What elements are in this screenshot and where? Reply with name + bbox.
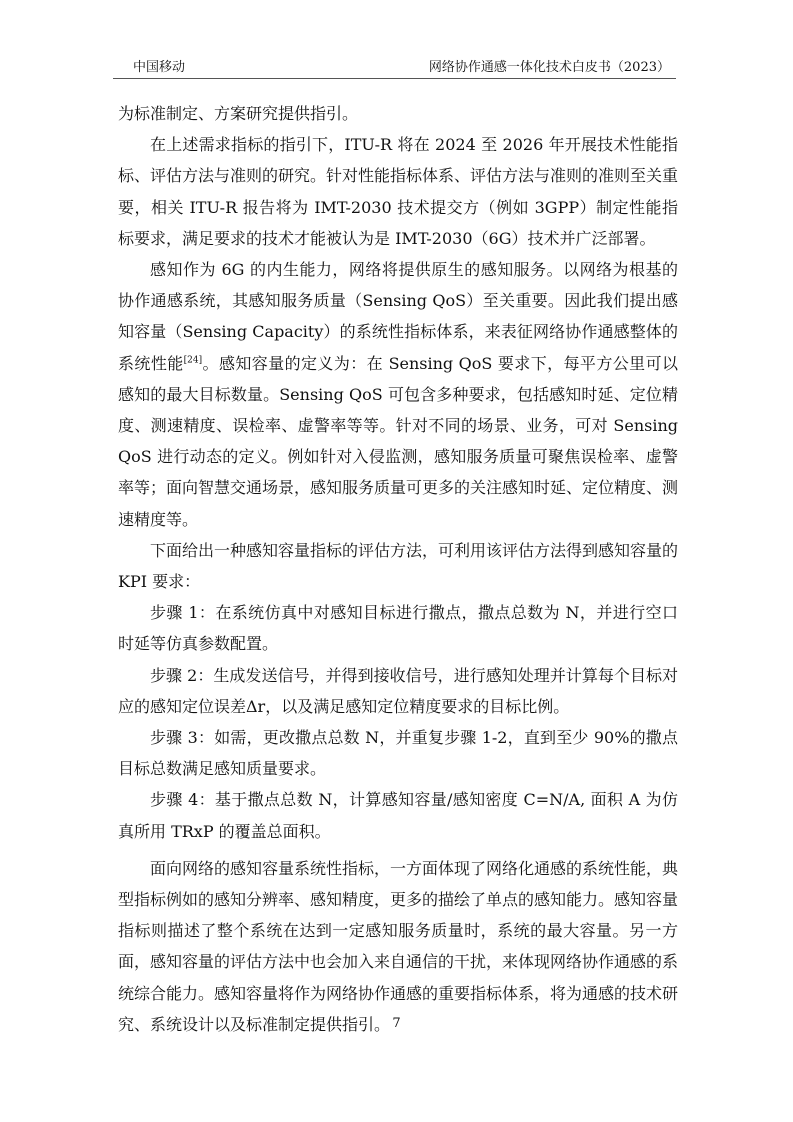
paragraph-itu: 在上述需求指标的指引下，ITU-R 将在 2024 至 2026 年开展技术性能指标、评估方法与准则的研究。针对性能指标体系、评估方法与准则的准则至关重要，相关 ITU-R 报告将为 IMT-2030 技术提交方（例如 3GPP）制定性能指标要求，满足要求的技术才能被认为是 IMT-2030（6G）技术并广泛部署。 [118, 135, 679, 248]
paragraph-text-a: 感知作为 6G 的内生能力，网络将提供原生的感知服务。以网络为根基的协作通感系统，其感知服务质量（Sensing QoS）至关重要。因此我们提出感知容量（Sensing Capacity）的系统性指标体系，来表征网络协作通感整体的系统性能 [118, 260, 678, 373]
step-4: 步骤 4：基于撒点总数 N，计算感知容量/感知密度 C=N/A, 面积 A 为仿真所用 TRxP 的覆盖总面积。 [118, 790, 678, 841]
page-number: 7 [392, 1016, 401, 1031]
paragraph-sensing-capacity [118, 254, 678, 535]
header-org: 中国移动 [133, 60, 186, 75]
step-1: 步骤 1：在系统仿真中对感知目标进行撒点，撒点总数为 N，并进行空口时延等仿真参数配置。 [118, 603, 678, 654]
page-header [113, 56, 676, 79]
step-3: 步骤 3：如需，更改撒点总数 N，并重复步骤 1-2，直到至少 90%的撒点目标总数满足感知质量要求。 [118, 728, 678, 779]
header-doc-title: 网络协作通感一体化技术白皮书（2023） [428, 60, 670, 75]
page-body [118, 98, 678, 1040]
paragraph-text-b: 。感知容量的定义为：在 Sensing QoS 要求下，每平方公里可以感知的最大目标数量。Sensing QoS 可包含多种要求，包括感知时延、定位精度、测速精度、误检率、虚警率等等。针对不同的场景、业务，可对 Sensing QoS 进行动态的定义。例如针对入侵监测，感知服务质量可聚焦误检率、虚警率等；面向智慧交通场景，感知服务质量可更多的关注感知时延、定位精度、测速精度等。 [118, 353, 679, 529]
paragraph-continuation: 为标准制定、方案研究提供指引。 [118, 104, 359, 123]
step-2: 步骤 2：生成发送信号，并得到接收信号，进行感知处理并计算每个目标对应的感知定位误差Δr，以及满足感知定位精度要求的目标比例。 [118, 665, 678, 716]
paragraph-conclusion: 面向网络的感知容量系统性指标，一方面体现了网络化通感的系统性能，典型指标例如的感知分辨率、感知精度，更多的描绘了单点的感知能力。感知容量指标则描述了整个系统在达到一定感知服务质量时，系统的最大容量。另一方面，感知容量的评估方法中也会加入来自通信的干扰，来体现网络协作通感的系统综合能力。感知容量将作为网络协作通感的重要指标体系，将为通感的技术研究、系统设计以及标准制定提供指引。 [118, 858, 679, 1034]
paragraph-method-intro: 下面给出一种感知容量指标的评估方法，可利用该评估方法得到感知容量的 KPI 要求： [118, 540, 679, 592]
citation-ref: [24] [183, 355, 203, 366]
